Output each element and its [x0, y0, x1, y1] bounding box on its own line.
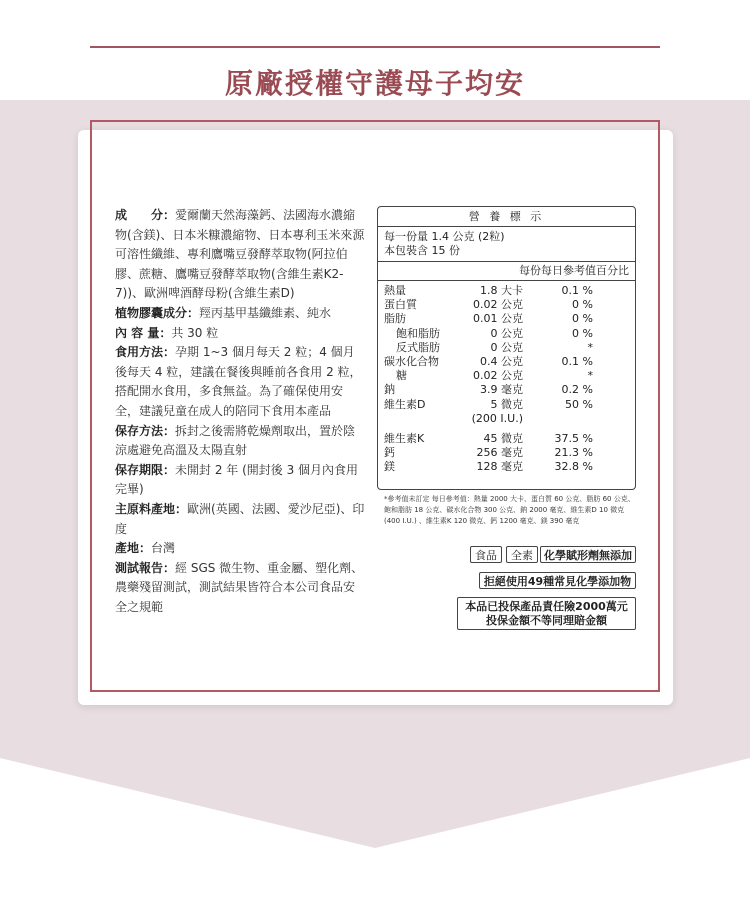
- nutrition-row: [378, 432, 635, 446]
- nutrient-value: 5 微克: [490, 397, 523, 411]
- nutrient-name: 脂肪: [384, 312, 406, 326]
- nutrition-row: [378, 383, 635, 397]
- nutrition-row: [378, 298, 635, 312]
- nutrition-row: [378, 446, 635, 460]
- nutrient-value: 128 毫克: [476, 460, 523, 474]
- nutrient-name: 飽和脂肪: [396, 326, 440, 340]
- insurance-line-1: 本品已投保產品責任險2000萬元: [465, 600, 628, 613]
- nutrient-daily-value: 0 %: [572, 298, 593, 312]
- nutrient-value: 1.8 大卡: [480, 284, 523, 297]
- nutrition-table: [377, 206, 636, 490]
- nutrient-name: 鈣: [384, 446, 395, 460]
- product-info: [115, 206, 365, 617]
- nutrient-daily-value: 0.1 %: [561, 354, 593, 368]
- nutrition-row: [378, 327, 635, 341]
- nutrient-name: 反式脂肪: [396, 340, 440, 354]
- insurance-box: [457, 597, 636, 630]
- nutrient-daily-value: 0.1 %: [561, 284, 593, 297]
- nutrition-footnote: *參考值未訂定 每日參考值：熱量 2000 大卡、蛋白質 60 公克、脂肪 60 公克、飽和脂肪 18 公克、碳水化合物 300 公克、鈉 2000 毫克、維生素D 10 微克 (400 I.U.) 、維生素K 120 微克、鈣 1200 毫克、鎂 390 毫克: [384, 495, 635, 525]
- nutrition-row: [378, 284, 635, 298]
- nutrient-daily-value: *: [587, 369, 593, 383]
- nutrient-value: 0.4 公克: [480, 354, 523, 368]
- nutrient-name: 碳水化合物: [384, 354, 439, 368]
- info-shelf-life: 保存期限：未開封 2 年 (開封後 3 個月內食用完畢): [115, 462, 359, 497]
- nutrient-name: 維生素D: [384, 397, 426, 411]
- nutrient-name: 糖: [396, 369, 407, 383]
- badge-food: 食品: [470, 546, 502, 563]
- info-content: 內 容 量：共 30 粒: [115, 325, 219, 340]
- column-per-serving: 每份: [519, 264, 541, 277]
- serving-info: [378, 227, 635, 262]
- nutrient-daily-value: 50 %: [565, 397, 593, 411]
- nutrition-row: [378, 412, 635, 426]
- info-storage: 保存方法：拆封之後需將乾燥劑取出，置於陰涼處避免高溫及太陽直射: [115, 423, 356, 458]
- nutrition-column-header: [378, 262, 635, 281]
- info-origin: 主原料產地：歐洲(英國、法國、愛沙尼亞)、印度: [115, 501, 365, 536]
- nutrient-daily-value: 0 %: [572, 326, 593, 340]
- nutrient-value: 0.01 公克: [473, 312, 523, 326]
- servings-per-pack: 本包裝含 15 份: [384, 244, 460, 257]
- nutrient-daily-value: 37.5 %: [554, 431, 593, 445]
- nutrient-value: 45 微克: [483, 431, 523, 445]
- info-usage: 食用方法：孕期 1~3 個月每天 2 粒；4 個月後每天 4 粒，建議在餐後與睡前各食用 2 粒，搭配開水食用，多食無益。為了確保使用安全，建議兒童在成人的陪同下食用本產品: [115, 345, 362, 418]
- badge-no-additives: 拒絕使用49種常見化學添加物: [479, 572, 636, 589]
- nutrient-value: 0 公克: [490, 326, 523, 340]
- nutrient-value: 0.02 公克: [473, 369, 523, 383]
- nutrition-row: [378, 460, 635, 474]
- nutrient-value: 0.02 公克: [473, 298, 523, 312]
- nutrition-row: [378, 341, 635, 355]
- nutrition-rows: [378, 281, 635, 474]
- serving-size: 每一份量 1.4 公克 (2粒): [384, 230, 505, 243]
- info-ingredients: 成 分：愛爾蘭天然海藻鈣、法國海水濃縮物(含鎂)、日本米糠濃縮物、日本專利玉米來源可溶性纖維、專利鷹嘴豆發酵萃取物(阿拉伯膠、蔗糖、鷹嘴豆發酵萃取物(含維生素K2-7))、歐洲啤酒酵母粉(含維生素D): [115, 208, 365, 301]
- nutrient-name: 蛋白質: [384, 298, 417, 312]
- nutrient-value: 3.9 毫克: [480, 383, 523, 397]
- nutrition-row: [378, 369, 635, 383]
- info-made-in: 產地：台灣: [115, 541, 176, 556]
- nutrition-row: [378, 312, 635, 326]
- nutrient-value: 256 毫克: [476, 446, 523, 460]
- nutrition-title: 營 養 標 示: [378, 207, 635, 227]
- nutrient-daily-value: 0.2 %: [561, 383, 593, 397]
- nutrient-name: 熱量: [384, 284, 406, 297]
- nutrient-value: (200 I.U.): [471, 411, 523, 425]
- top-divider: [90, 46, 660, 48]
- nutrition-row: [378, 398, 635, 412]
- nutrient-daily-value: *: [587, 340, 593, 354]
- nutrient-name: 維生素K: [384, 431, 425, 445]
- nutrient-name: 鎂: [384, 460, 395, 474]
- badge-vegan: 全素: [506, 546, 538, 563]
- badge-no-chemical-excipients: 化學賦形劑無添加: [540, 546, 636, 563]
- nutrient-value: 0 公克: [490, 340, 523, 354]
- nutrient-name: 鈉: [384, 383, 395, 397]
- info-test-report: 測試報告：經 SGS 微生物、重金屬、塑化劑、農藥殘留測試，測試結果皆符合本公司食品安全之規範: [115, 560, 364, 614]
- nutrition-row: [378, 355, 635, 369]
- nutrient-daily-value: 32.8 %: [554, 460, 593, 474]
- nutrient-daily-value: 21.3 %: [554, 446, 593, 460]
- info-capsule: 植物膠囊成分：羥丙基甲基纖維素、純水: [115, 305, 332, 320]
- nutrient-daily-value: 0 %: [572, 312, 593, 326]
- page-title: 原廠授權守護母子均安: [224, 67, 525, 100]
- insurance-line-2: 投保金額不等同理賠金額: [486, 614, 607, 627]
- column-daily-value: 每日參考值百分比: [541, 264, 629, 277]
